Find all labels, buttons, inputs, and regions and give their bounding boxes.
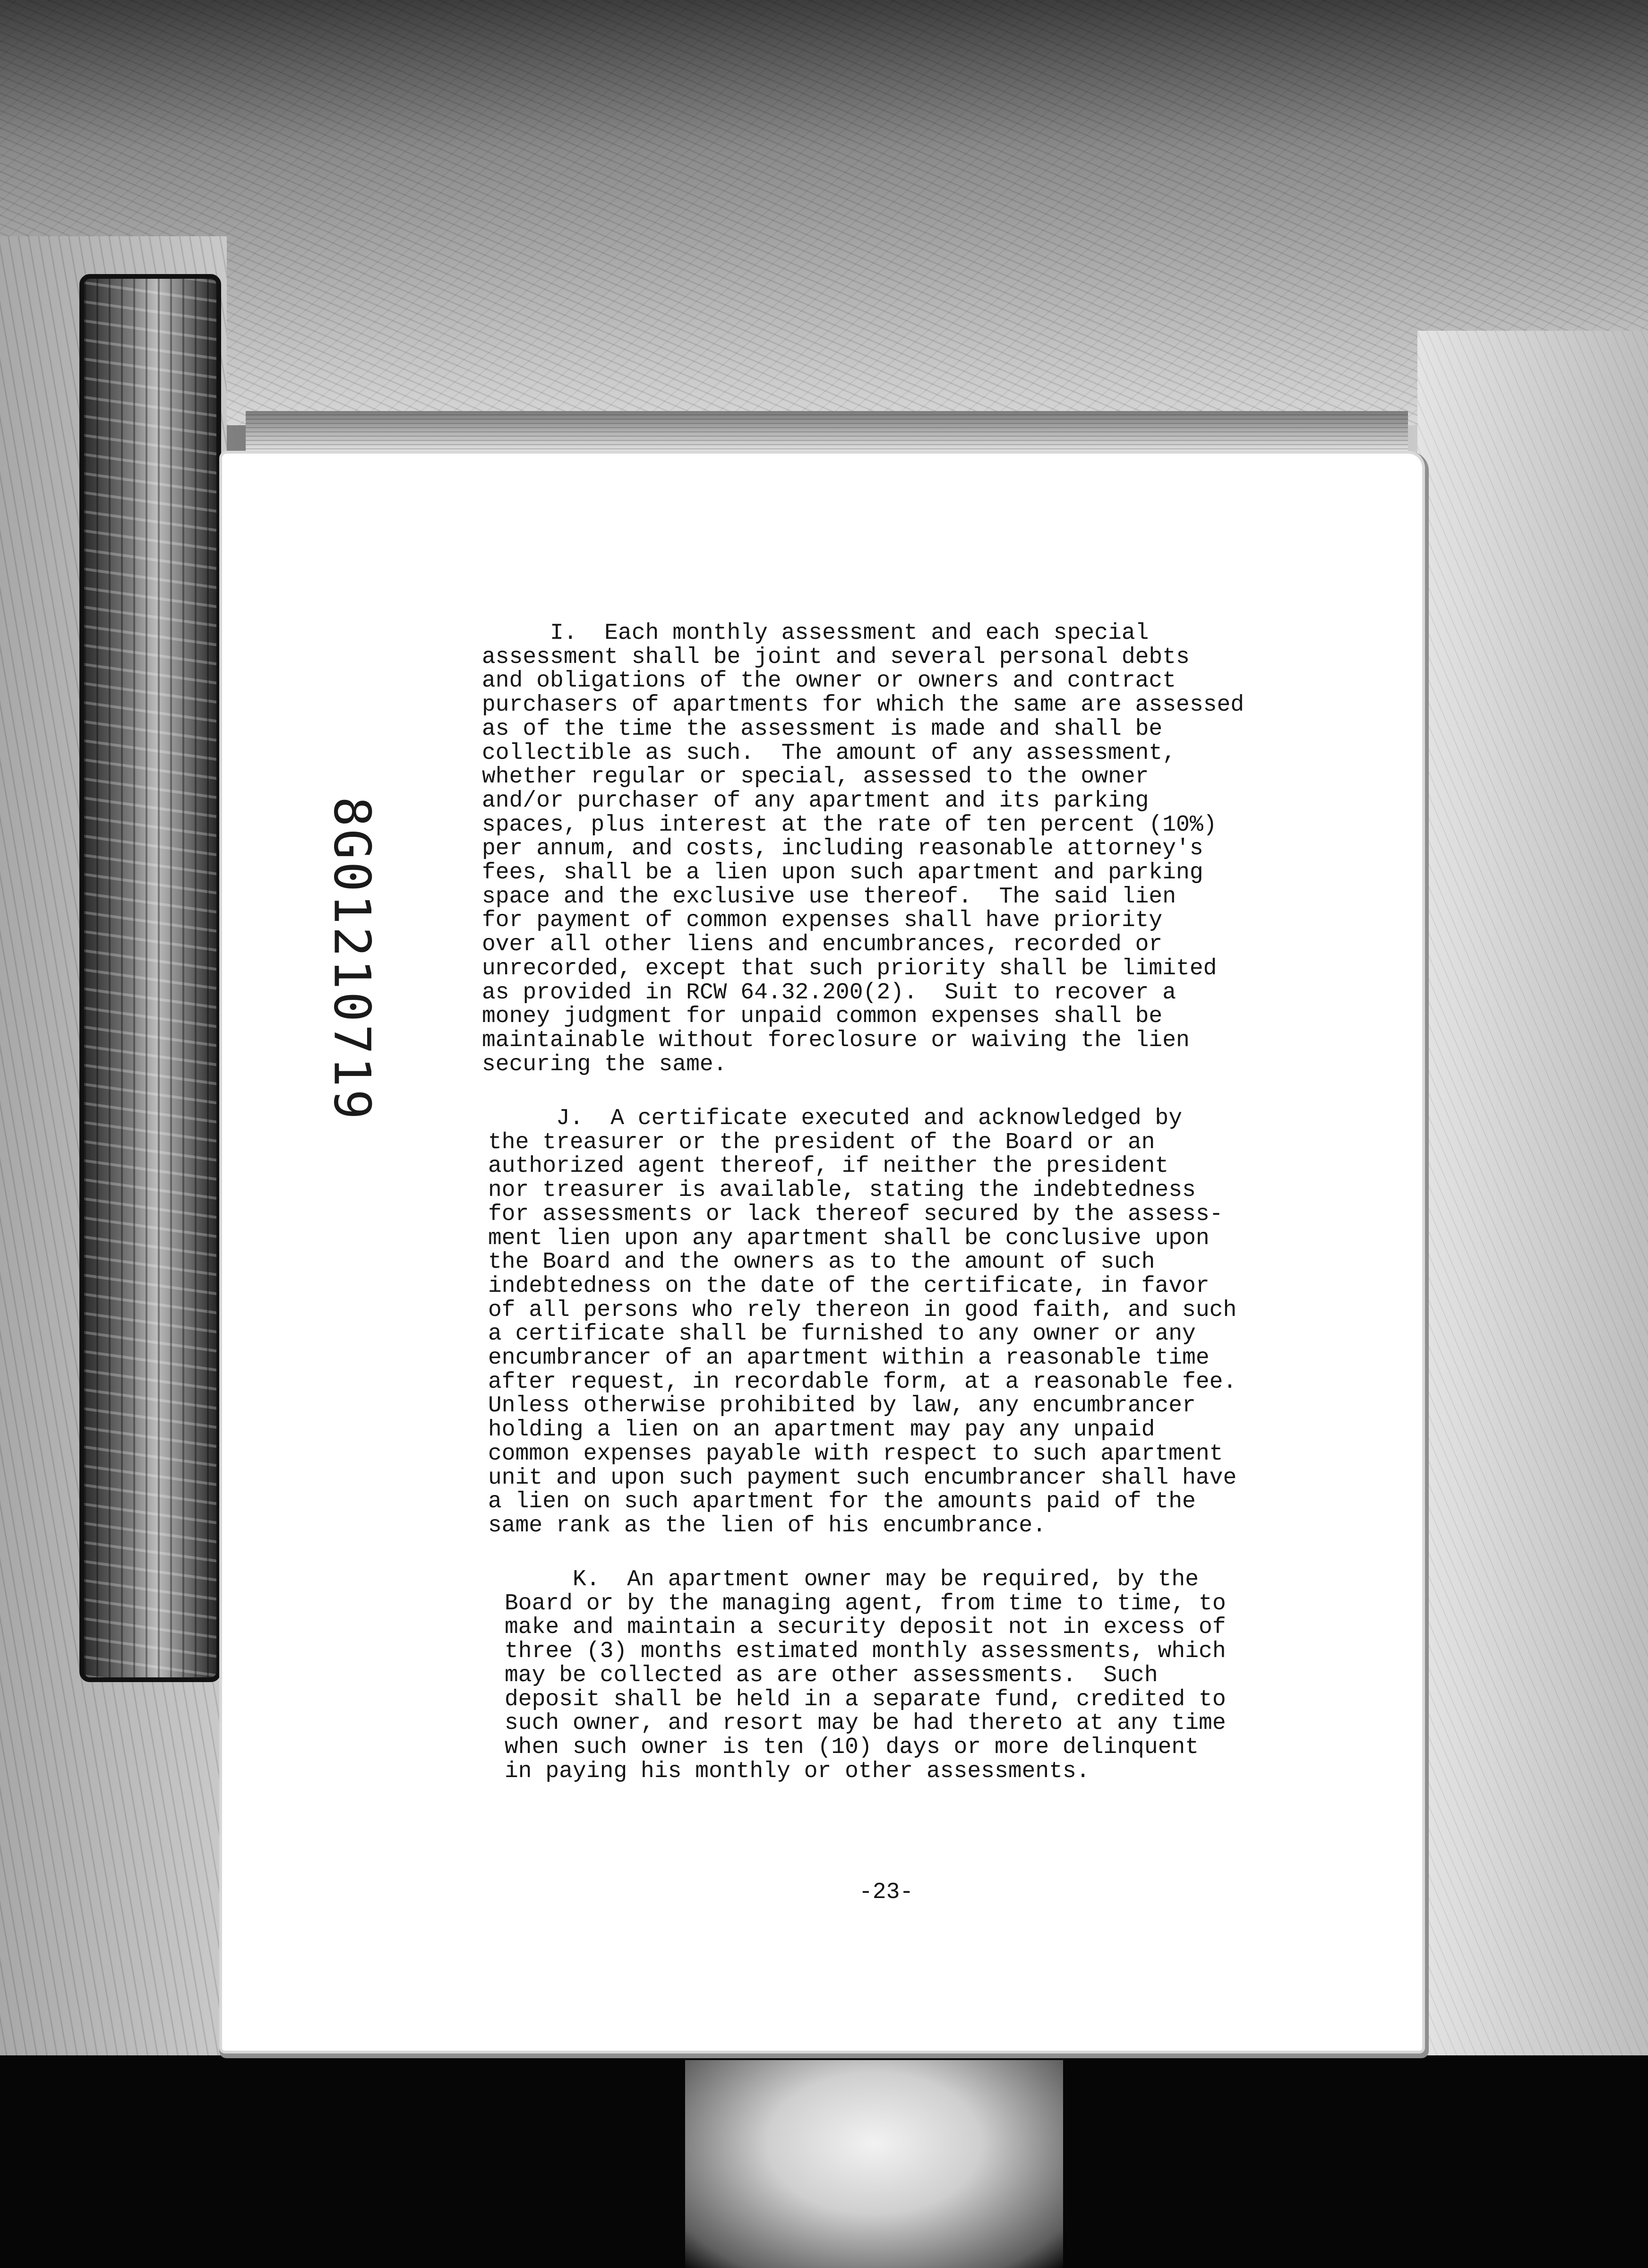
scan-noise-top	[0, 0, 1648, 425]
paragraph-k: K. An apartment owner may be required, by the Board or by the managing agent, from time to time, to make and maintain a security deposit not in excess of three (3) months estimated monthly assessments, which may be collected as are other assessments. Such deposit shall be held in a separate fund, credited to such owner, and resort may be had thereto at any time when such owner is ten (10) days or more delinquent in paying his monthly or other assessments.	[505, 1567, 1226, 1784]
scan-bottom-glare	[685, 2060, 1063, 2268]
paragraph-j: J. A certificate executed and acknowledged by the treasurer or the president of the Board or an authorized agent thereof, if neither the president nor treasurer is available, stating the indebtedness for assessments or lack thereof secured by the assess- ment lien upon any apartment shall be conclusive upon the Board and the owners as to the amount of such indebtedness on the date of the certificate, in favor of all persons who rely thereon in good faith, and such a certificate shall be furnished to any owner or any encumbrancer of an apartment within a reasonable time after request, in recordable form, at a reasonable fee. Unless otherwise prohibited by law, any encumbrancer holding a lien on an apartment may pay any unpaid common expenses payable with respect to such apartment unit and upon such payment such encumbrancer shall have a lien on such apartment for the amounts paid of the same rank as the lien of his encumbrance.	[488, 1106, 1237, 1538]
binder-strip	[79, 274, 221, 1682]
recording-stamp-number: 8G01210719	[323, 796, 381, 1122]
page-number: -23-	[859, 1880, 914, 1905]
scan-noise-right	[1417, 331, 1648, 2079]
paragraph-i: I. Each monthly assessment and each special assessment shall be joint and several personal debts and obligations of the owner or owners and contract purchasers of apartments for which the same are assessed as of the time the assessment is made and shall be collectible as such. The amount of any assessment, whether regular or special, assessed to the owner and/or purchaser of any apartment and its parking spaces, plus interest at the rate of ten percent (10%) per annum, and costs, including reasonable attorney's fees, shall be a lien upon such apartment and parking space and the exclusive use thereof. The said lien for payment of common expenses shall have priority over all other liens and encumbrances, recorded or unrecorded, except that such priority shall be limited as provided in RCW 64.32.200(2). Suit to recover a money judgment for unpaid common expenses shall be maintainable without foreclosure or waiving the lien securing the same.	[482, 620, 1245, 1077]
paper-top-edge	[246, 411, 1408, 454]
